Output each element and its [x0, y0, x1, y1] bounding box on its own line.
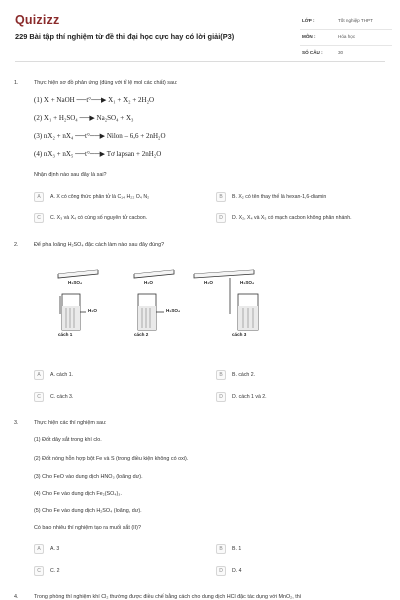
option-text: C. cách 3. [50, 394, 74, 400]
option-letter-box: D [216, 566, 226, 576]
question-3 [14, 420, 390, 580]
option-text: B. cách 2. [232, 372, 256, 378]
option-letter-box: C [34, 566, 44, 576]
reaction-3: (3) nX₂ + nX₄ ──t°──▶ Nilon – 6,6 + 2nH₂O [34, 132, 166, 140]
setup-3 [194, 270, 258, 330]
option-letter-box: A [34, 192, 44, 202]
meta-row-count [300, 46, 392, 62]
question-number: 1. [14, 80, 19, 86]
option-text: D. X₂, X₄ và X₅ có mạch cacbon không phân nhánh. [232, 215, 352, 221]
figure-label: H₂O [88, 308, 97, 313]
meta-key: MÔN : [302, 34, 316, 39]
option-a[interactable] [34, 192, 214, 204]
option-letter-box: D [216, 213, 226, 223]
question-4 [14, 594, 390, 600]
question-text: Thực hiện các thí nghiệm sau: [34, 420, 107, 426]
option-d[interactable] [216, 213, 388, 225]
option-c[interactable] [34, 566, 214, 578]
option-c[interactable] [34, 392, 214, 404]
question-number: 2. [14, 242, 19, 248]
meta-table [300, 14, 392, 62]
worksheet-title: 229 Bài tập thí nghiệm từ đề thi đại học cực hay có lời giải(P3) [15, 32, 235, 41]
figure-label: H₂SO₄ [166, 308, 181, 313]
figure-label: cách 3 [232, 332, 247, 337]
option-letter-box: A [34, 544, 44, 554]
meta-key: LỚP : [302, 18, 315, 23]
meta-row-class [300, 14, 392, 30]
meta-value: Tốt nghiệp THPT [338, 18, 373, 23]
dilution-figure [54, 264, 274, 340]
option-text: B. 1 [232, 546, 242, 552]
dilution-illustration [54, 264, 274, 340]
meta-row-subject [300, 30, 392, 46]
option-text: D. 4 [232, 568, 242, 574]
question-prompt: Có bao nhiêu thí nghiệm tạo ra muối sắt (II)? [34, 525, 141, 531]
option-d[interactable] [216, 566, 388, 578]
option-text: B. X₂ có tên thay thế là hexan-1,6-diamin [232, 194, 327, 200]
meta-value: 30 [338, 50, 344, 55]
experiment-4: (4) Cho Fe vào dung dịch Fe₂(SO₄)₃. [34, 491, 122, 497]
experiment-5: (5) Cho Fe vào dung dịch H₂SO₄ (loãng, dư). [34, 508, 142, 514]
question-number: 4. [14, 594, 19, 600]
question-number: 3. [14, 420, 19, 426]
experiment-2: (2) Đốt nóng hỗn hợp bột Fe và S (trong điều kiện không có oxi). [34, 456, 189, 462]
experiment-1: (1) Đốt dây sắt trong khí clo. [34, 437, 102, 443]
option-b[interactable] [216, 192, 388, 204]
question-text: Thực hiện sơ đồ phản ứng (đúng với tỉ lệ mol các chất) sau: [34, 80, 178, 86]
question-text: Trong phòng thí nghiệm khí Cl₂ thường được điều chế bằng cách cho dung dịch HCl đặc tác dụng với MnO₂, thì [34, 594, 302, 600]
quizizz-logo: Quizizz [15, 13, 60, 27]
option-letter-box: B [216, 544, 226, 554]
option-letter-box: C [34, 392, 44, 402]
option-text: A. 3 [50, 546, 60, 552]
setup-2 [134, 270, 174, 330]
reaction-4: (4) nX₃ + nX₅ ──t°──▶ Tơ lapsan + 2nH₂O [34, 150, 162, 158]
meta-key: SỐ CÂU : [302, 50, 323, 55]
option-letter-box: A [34, 370, 44, 380]
option-a[interactable] [34, 544, 214, 556]
option-text: C. 2 [50, 568, 60, 574]
meta-value: Hóa học [338, 34, 356, 39]
option-b[interactable] [216, 370, 388, 382]
option-c[interactable] [34, 213, 214, 225]
figure-label: cách 1 [58, 332, 73, 337]
option-text: A. cách 1. [50, 372, 74, 378]
option-letter-box: D [216, 392, 226, 402]
option-d[interactable] [216, 392, 388, 404]
figure-label: H₂O [204, 280, 213, 285]
option-b[interactable] [216, 544, 388, 556]
option-text: D. cách 1 và 2. [232, 394, 267, 400]
question-text: Để pha loãng H₂SO₄ đặc cách làm nào sau đây đúng? [34, 242, 165, 248]
option-a[interactable] [34, 370, 214, 382]
figure-label: H₂SO₄ [68, 280, 83, 285]
reaction-1: (1) X + NaOH ──t°──▶ X₁ + X₂ + 2H₂O [34, 96, 155, 104]
setup-1 [58, 270, 98, 330]
experiment-3: (3) Cho FeO vào dung dịch HNO₃ (loãng dư). [34, 474, 143, 480]
option-text: A. X có công thức phân tử là C₁₄ H₂₂ O₄ N₂ [50, 194, 150, 200]
question-1 [14, 80, 390, 230]
question-2 [14, 242, 390, 407]
option-text: C. X₃ và X₄ có cùng số nguyên tử cacbon. [50, 215, 148, 221]
option-letter-box: B [216, 370, 226, 380]
figure-label: H₂SO₄ [240, 280, 255, 285]
figure-label: H₂O [144, 280, 153, 285]
question-prompt: Nhận định nào sau đây là sai? [34, 172, 107, 178]
option-letter-box: B [216, 192, 226, 202]
figure-label: cách 2 [134, 332, 149, 337]
header-divider [15, 61, 385, 62]
option-letter-box: C [34, 213, 44, 223]
reaction-2: (2) X₁ + H₂SO₄ ──▶ Na₂SO₄ + X₃ [34, 114, 134, 122]
